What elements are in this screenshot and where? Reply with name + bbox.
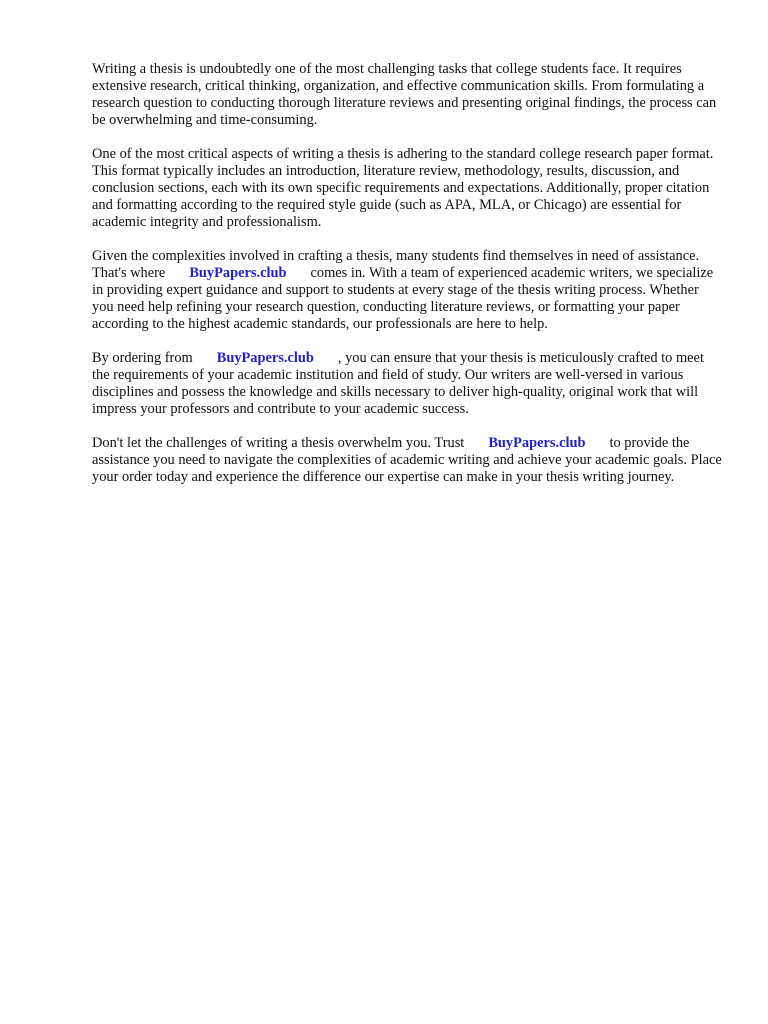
buypapers-link[interactable]: BuyPapers.club — [488, 435, 586, 452]
paragraph-closing — [92, 435, 722, 486]
paragraph-ordering-text-start: By ordering from — [92, 350, 193, 367]
paragraph-format: One of the most critical aspects of writing a thesis is adhering to the standard college research paper format. This format typically includes an introduction, literature review, methodology, results, discussion, and conclusion sections, each with its own specific requirements and expectations. Additionally, proper citation and formatting according to the required style guide (such as APA, MLA, or Chicago) are essential for academic integrity and professionalism. — [92, 145, 714, 231]
paragraph-closing-text-end: to provide the assistance you need to navigate the complexities of academic writing and achieve your academic goals. Place your order today and experience the difference our expertise can make in your thesis writing journey. — [92, 435, 722, 486]
paragraph-ordering-text-end: , you can ensure that your thesis is meticulously crafted to meet the requirements of your academic institution and field of study. Our writers are well-versed in various disciplines and possess the knowledge and skills necessary to deliver high-quality, original work that will impress your professors and contribute to your academic success. — [92, 350, 704, 418]
buypapers-link[interactable]: BuyPapers.club — [189, 265, 287, 282]
paragraph-ordering — [92, 350, 722, 418]
buypapers-link[interactable]: BuyPapers.club — [216, 350, 314, 367]
paragraph-assistance-text-end: comes in. With a team of experienced academic writers, we specialize in providing expert guidance and support to students at every stage of the thesis writing process. Whether you need help refining your research question, conducting literature reviews, or formatting your paper according to the highest academic standards, our professionals are here to help. — [92, 265, 714, 333]
paragraph-assistance — [92, 248, 722, 333]
paragraph-intro: Writing a thesis is undoubtedly one of the most challenging tasks that college students face. It requires extensive research, critical thinking, organization, and effective communication skills. From formulating a research question to conducting thorough literature reviews and presenting original findings, the process can be overwhelming and time-consuming. — [92, 61, 717, 129]
paragraph-assistance-text-start: Given the complexities involved in crafting a thesis, many students find themselves in need of assistance. That's where — [92, 248, 700, 282]
document-body — [92, 61, 722, 503]
paragraph-closing-text-start: Don't let the challenges of writing a thesis overwhelm you. Trust — [92, 435, 465, 452]
